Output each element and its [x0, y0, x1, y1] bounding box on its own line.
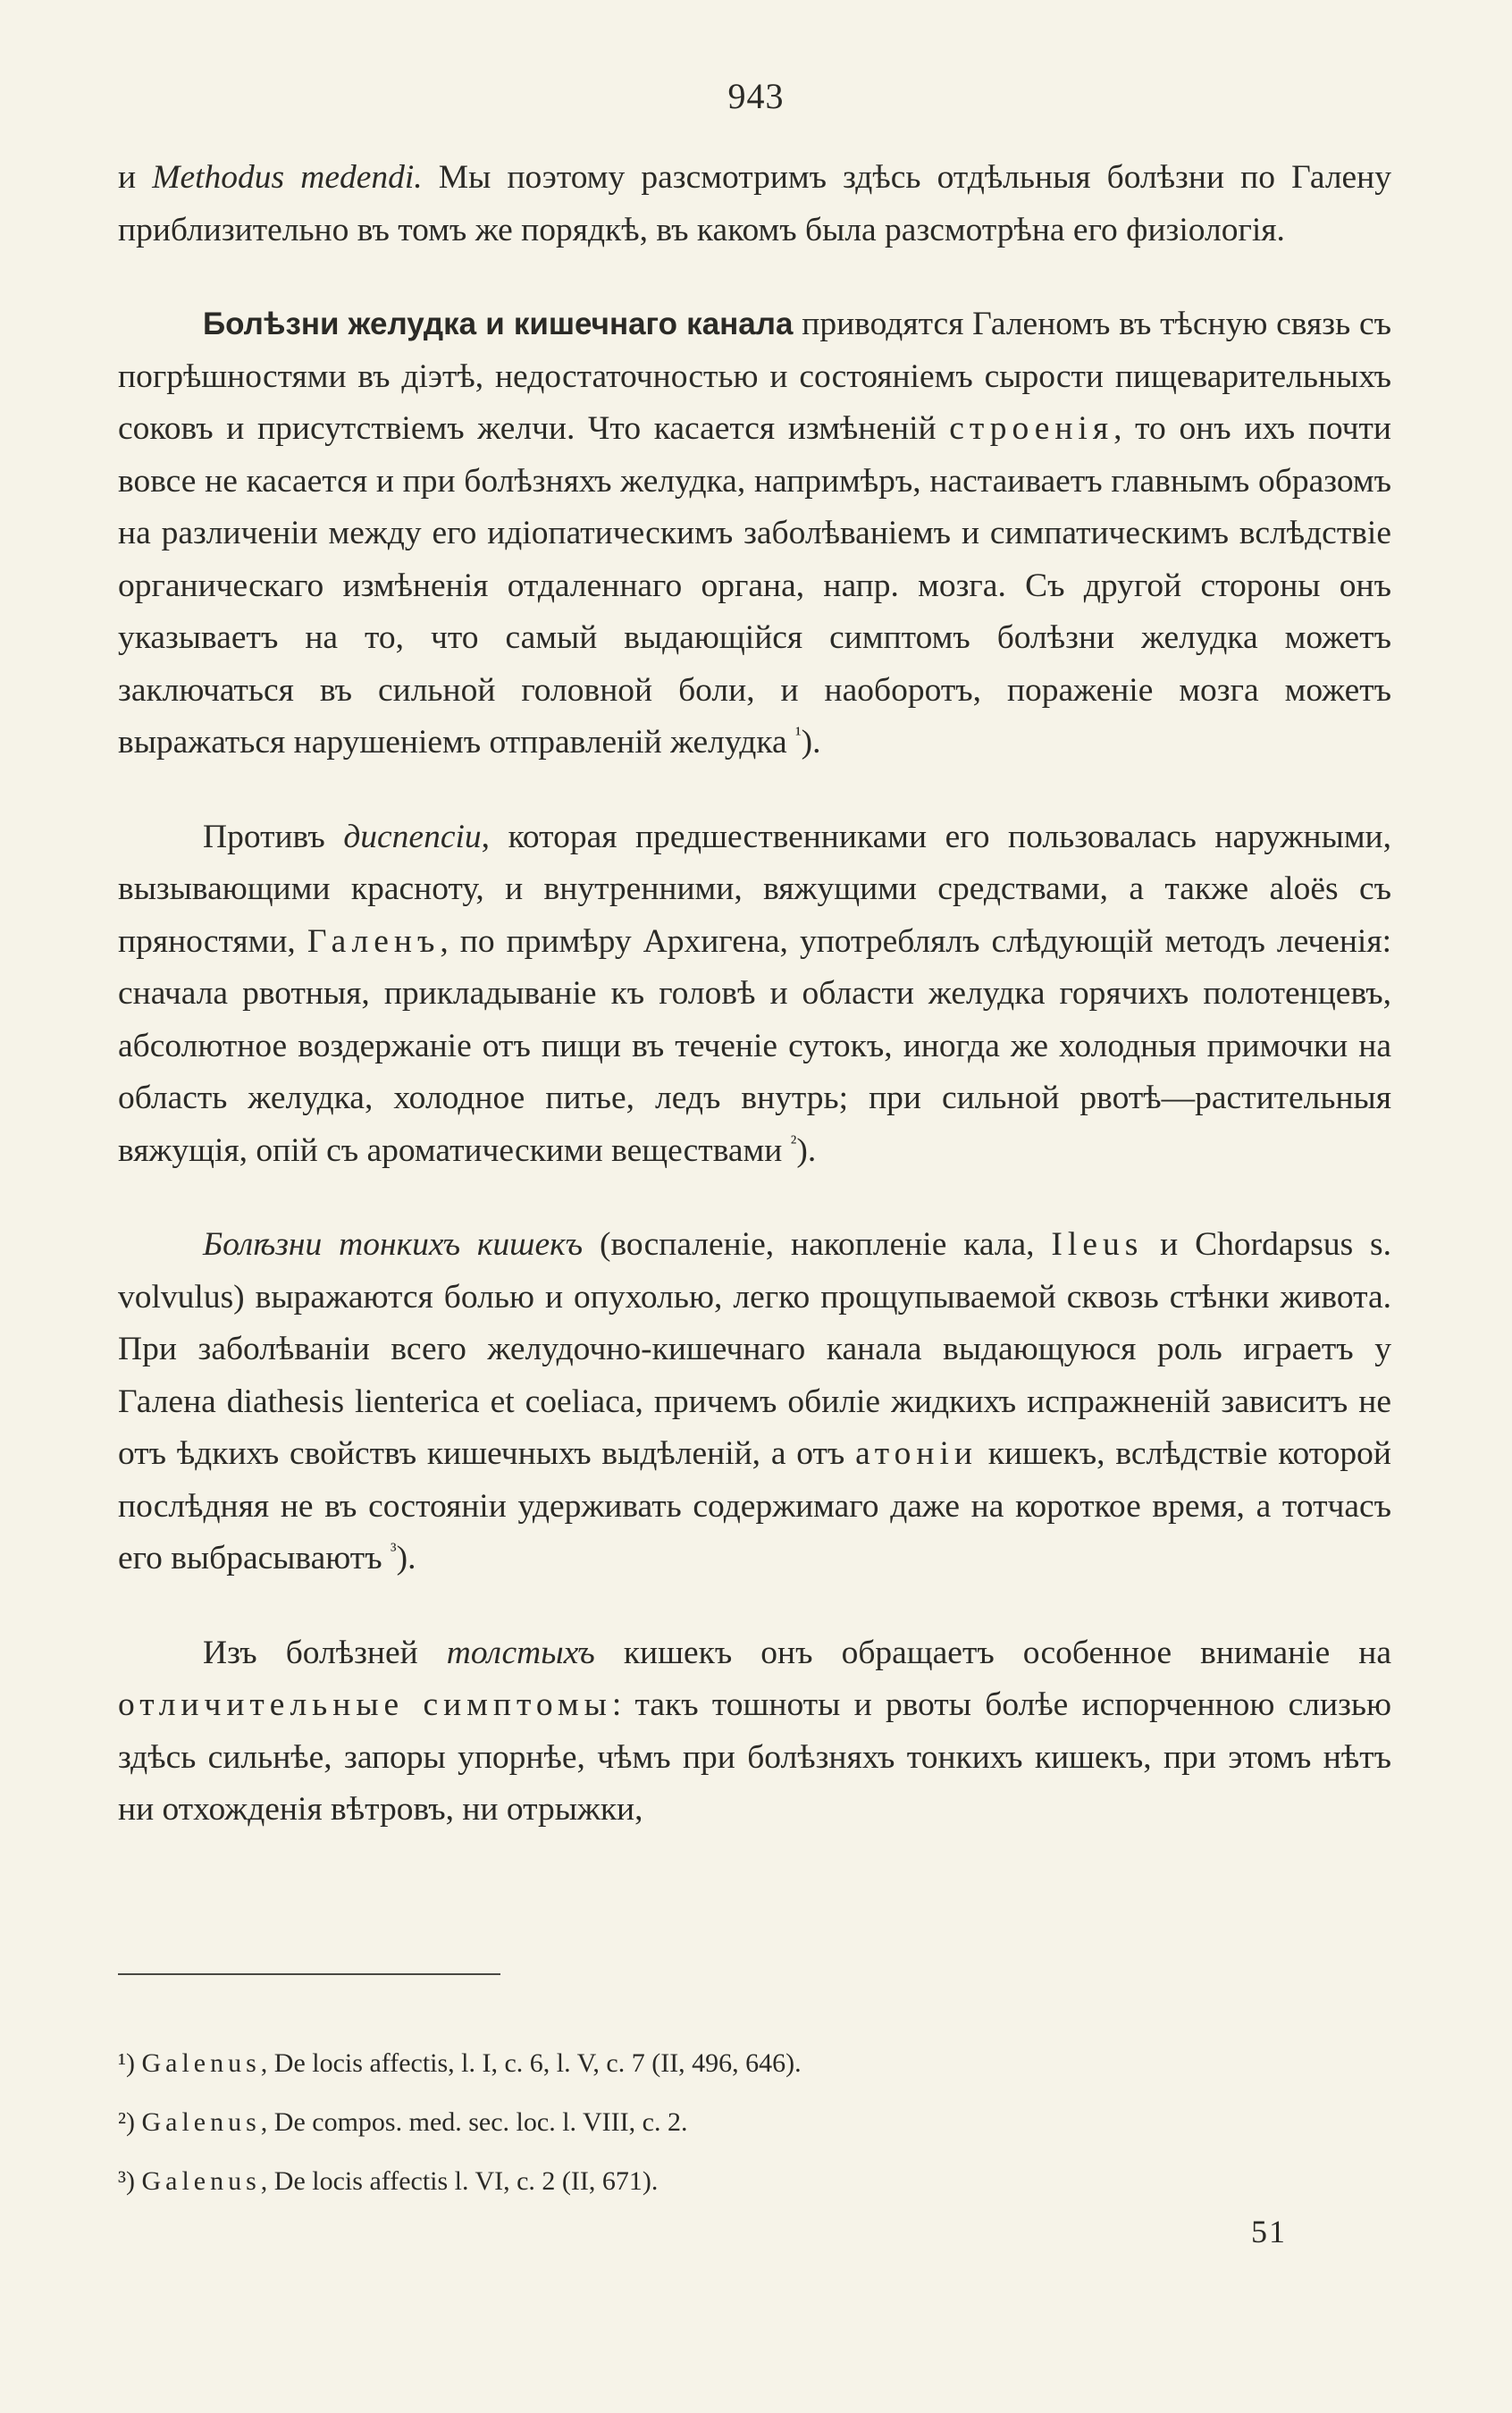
footnote-ref-1: ¹ — [795, 722, 802, 745]
p5-text-cont: кишекъ онъ обращаетъ особенное вниманіе на — [594, 1634, 1391, 1671]
p5-italic-term: толстыхъ — [446, 1634, 595, 1671]
p4-text-cont2: кишекъ, вслѣдствіе которой послѣдняя не въ состояніи удерживать содержимаго даже на короткое время, а тотчасъ его выбрасываютъ — [118, 1435, 1391, 1576]
paragraph-3 — [118, 811, 1391, 1178]
footnote-3 — [118, 2152, 1190, 2211]
p4-text-cont: и Chordapsus s. volvulus) выражаются болью и опухолью, легко прощупываемой сквозь стѣнки живота. При заболѣваніи всего желудочно-кишечнаго канала выдающуюся роль играетъ у Галена diathesis lienterica et coeliaca, причемъ обиліе жидкихъ испражненій зависитъ не отъ ѣдкихъ свойствъ кишечныхъ выдѣленій, а отъ — [118, 1226, 1391, 1472]
paragraph-5 — [118, 1627, 1391, 1837]
p4-text: (воспаленіе, накопленіе кала, — [583, 1226, 1052, 1263]
p1-latin-term: Methodus medendi. — [152, 159, 423, 196]
footnote-text: , De compos. med. sec. loc. l. VIII, c. 2. — [260, 2107, 688, 2137]
footnote-mark: ³) — [118, 2166, 135, 2196]
p3-text-cont2: , по примѣру Архигена, употреблялъ слѣдующій методъ леченія: сначала рвотныя, прикладываніе къ головѣ и области желудка горячихъ полотенцевъ, абсолютное воздержаніе отъ пищи въ теченіе сутокъ, иногда же холодныя примочки на область желудка, холодное питье, ледъ внутрь; при сильной рвотѣ—растительныя вяжущія, опій съ ароматическими веществами — [118, 922, 1392, 1169]
footnote-mark: ²) — [118, 2107, 135, 2137]
body-text — [118, 152, 1391, 1879]
p3-text: Противъ — [203, 818, 344, 855]
page-number: 943 — [727, 76, 785, 116]
p5-text-end: : такъ тошноты и рвоты болѣе испорченною слизью здѣсь сильнѣе, запоры упорнѣе, чѣмъ при болѣзняхъ тонкихъ кишекъ, при этомъ нѣтъ ни отхожденія вѣтровъ, ни отрыжки, — [118, 1686, 1391, 1828]
section-heading-stomach-diseases: Болѣзни желудка и кишечнаго канала — [203, 307, 794, 341]
p2-text-cont: , то онъ ихъ почти вовсе не касается и при болѣзняхъ желудка, напримѣръ, настаиваетъ главнымъ образомъ на различеніи между его идіопатическимъ заболѣваніемъ и симпатическимъ вслѣдствіе органическаго измѣненія отдаленнаго органа, напр. мозга. Съ другой стороны онъ указываетъ на то, что самый выдающійся симптомъ болѣзни желудка можетъ заключаться въ сильной головной боли, и наоборотъ, пораженіе мозга можетъ выражаться нарушеніемъ отправленій желудка — [118, 410, 1391, 761]
footnote-author: Galenus — [141, 2048, 261, 2078]
p5-text: Изъ болѣзней — [203, 1634, 447, 1671]
p3-text-cont: , которая предшественниками его пользовалась наружными, вызывающими красноту, и внутренними, вяжущими средствами, а также aloës съ пряностями, — [118, 818, 1391, 960]
footnote-2 — [118, 2093, 1190, 2152]
footnote-text: , De locis affectis, l. I, c. 6, l. V, c. 7 (II, 496, 646). — [260, 2048, 802, 2078]
footnote-mark: ¹) — [118, 2048, 135, 2078]
p2-text: приводятся Галеномъ въ тѣсную связь съ погрѣшностями въ діэтѣ, недостаточностью и состояніемъ сырости пищеварительныхъ соковъ и присутствіемъ желчи. Что касается измѣненій — [118, 306, 1391, 447]
p3-text-end: ). — [796, 1131, 817, 1169]
p4-spaced-term-2: атоніи — [855, 1435, 978, 1472]
footnote-author: Galenus — [141, 2166, 261, 2196]
p3-italic-term: диспепсіи — [343, 818, 482, 855]
footnote-text: , De locis affectis l. VI, c. 2 (II, 671). — [260, 2166, 659, 2196]
footnotes — [118, 2034, 1190, 2211]
p1-text: и — [118, 159, 153, 196]
p4-text-end: ). — [396, 1540, 416, 1576]
p4-spaced-term: Ileus — [1051, 1226, 1144, 1263]
footnote-ref-2: ² — [790, 1131, 797, 1153]
p3-spaced-name: Галенъ — [307, 922, 441, 960]
p1-text-end: Мы поэтому разсмотримъ здѣсь отдѣльныя болѣзни по Галену приблизительно въ томъ же порядкѣ, въ какомъ была разсмотрѣна его физіологія. — [118, 159, 1391, 248]
p4-italic-heading: Болѣзни тонкихъ кишекъ — [203, 1226, 584, 1263]
paragraph-1 — [118, 152, 1391, 256]
footnote-1 — [118, 2034, 1190, 2093]
footnote-divider — [118, 1973, 500, 1975]
p5-spaced-term: отличительные симптомы — [118, 1686, 612, 1723]
footnote-author: Galenus — [141, 2107, 261, 2137]
signature-mark: 51 — [1251, 2214, 1287, 2249]
p2-spaced-term: строенія — [949, 410, 1114, 447]
p2-text-end: ). — [801, 724, 821, 761]
footnote-ref-3: ³ — [390, 1538, 397, 1561]
paragraph-2 — [118, 298, 1391, 769]
paragraph-4 — [118, 1219, 1391, 1585]
